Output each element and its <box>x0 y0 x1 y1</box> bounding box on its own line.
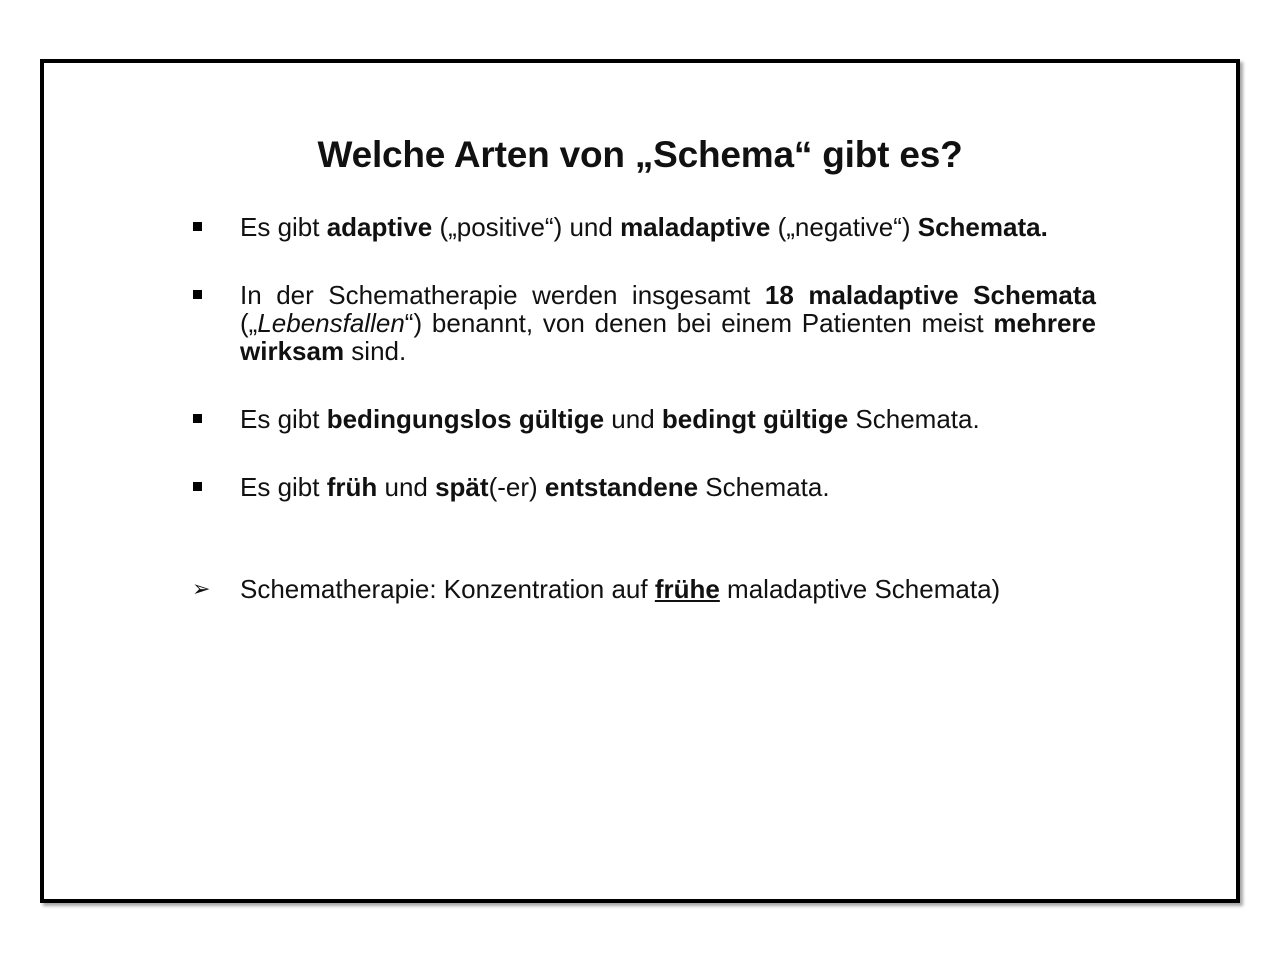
text-segment: Es gibt <box>240 404 327 434</box>
text-segment-bold: mehrere wirksam <box>240 308 1096 366</box>
item-text <box>240 404 980 434</box>
text-segment: In der Schematherapie werden insgesamt <box>240 280 765 310</box>
square-bullet-icon <box>190 405 210 433</box>
item-text <box>240 280 1096 366</box>
item-text <box>240 574 1000 604</box>
text-segment: Es gibt <box>240 212 327 242</box>
list-item <box>190 213 1096 241</box>
slide <box>40 59 1240 903</box>
square-bullet-icon <box>190 473 210 501</box>
bullet-list <box>190 213 1096 603</box>
list-item <box>190 281 1096 365</box>
text-segment: („positive“) und <box>432 212 621 242</box>
text-segment: Schematherapie: Konzentration auf <box>240 574 655 604</box>
text-segment-bold: Schemata. <box>917 212 1048 242</box>
text-segment: Schemata. <box>698 472 830 502</box>
square-bullet-icon <box>190 281 210 309</box>
text-segment-bold: entstandene <box>544 472 699 502</box>
text-segment: („ <box>240 308 258 338</box>
text-segment: maladaptive Schemata) <box>719 574 1001 604</box>
text-segment: “) benannt, von denen bei einem Patienten meist <box>404 308 994 338</box>
text-segment: („negative“) <box>770 212 918 242</box>
text-segment: Schemata. <box>848 404 980 434</box>
text-segment: (-er) <box>488 472 545 502</box>
slide-title: Welche Arten von „Schema“ gibt es? <box>317 134 963 175</box>
text-segment-bold: adaptive <box>326 212 433 242</box>
text-segment-bold: bedingt gültige <box>661 404 849 434</box>
arrow-bullet-icon: ➢ <box>192 576 211 601</box>
text-segment-bold: bedingungslos gültige <box>326 404 605 434</box>
square-bullet-icon <box>190 213 210 241</box>
list-item <box>190 405 1096 433</box>
text-segment: sind. <box>344 336 407 366</box>
text-segment-bold: maladaptive <box>620 212 771 242</box>
item-text <box>240 472 830 502</box>
text-segment-bold: spät <box>435 472 489 502</box>
text-segment: Es gibt <box>240 472 327 502</box>
text-segment: und <box>377 472 436 502</box>
text-segment-bold-underline: frühe <box>654 574 720 604</box>
list-item <box>190 575 1096 603</box>
item-text <box>240 212 1048 242</box>
text-segment-bold: 18 maladaptive Schemata <box>764 280 1096 310</box>
list-item <box>190 473 1096 501</box>
text-segment: und <box>604 404 662 434</box>
text-segment-bold: früh <box>326 472 378 502</box>
text-segment-italic: Lebensfallen <box>257 308 405 338</box>
